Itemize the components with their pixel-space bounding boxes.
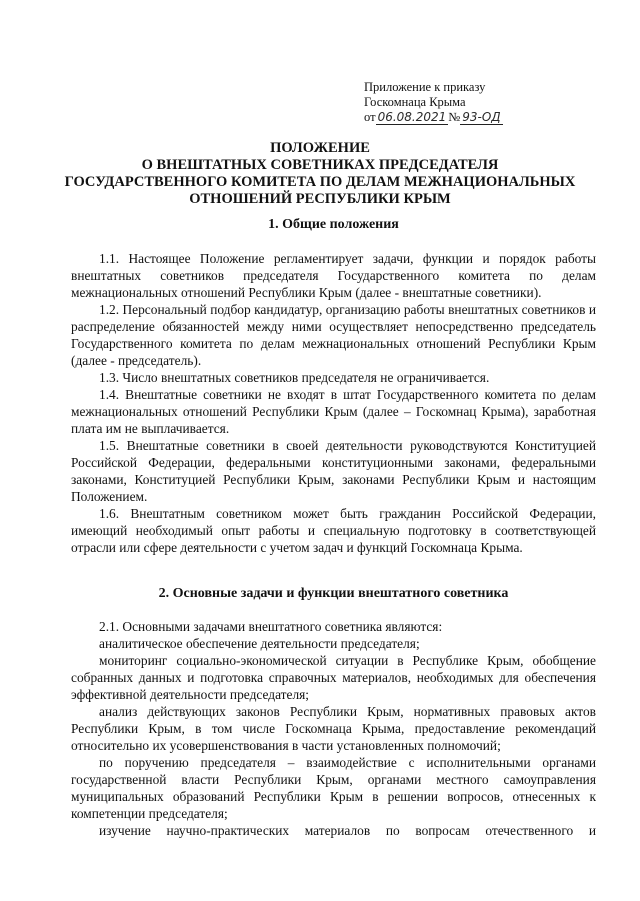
appendix-header	[364, 80, 604, 125]
paragraph-1-2: 1.2. Персональный подбор кандидатур, организацию работы внештатных советников и распределение обязанностей между ними осуществляет непосредственно председатель Государственного комитета по делам межнациональных отношений Республики Крым (далее - председатель).	[71, 302, 596, 368]
appendix-line-3	[364, 110, 604, 125]
appendix-line-2: Госкомнаца Крыма	[364, 95, 466, 109]
paragraph-2-1: 2.1. Основными задачами внештатного советника являются:	[99, 619, 443, 634]
handwritten-date: 06.08.2021	[377, 110, 447, 124]
number-sign: №	[448, 110, 461, 124]
list-item-law-analysis: анализ действующих законов Республики Крым, нормативных правовых актов Республики Крым, в том числе Госкомнаца Крыма, предоставление рекомендаций относительно их усовершенствования в части установленных полномочий;	[71, 704, 596, 753]
title-line-1: ПОЛОЖЕНИЕ	[270, 140, 370, 156]
section-2-body	[71, 618, 596, 839]
paragraph-1-6: 1.6. Внештатным советником может быть гражданин Российской Федерации, имеющий необходимый опыт работы и специальную подготовку в соответствующей отрасли или сфере деятельности с учетом задач и функций Госкомнаца Крыма.	[71, 506, 596, 555]
title-line-4: ОТНОШЕНИЙ РЕСПУБЛИКИ КРЫМ	[189, 191, 451, 207]
title-line-2: О ВНЕШТАТНЫХ СОВЕТНИКАХ ПРЕДСЕДАТЕЛЯ	[141, 157, 499, 173]
section-1-heading: 1. Общие положения	[268, 217, 399, 232]
appendix-date-prefix: от	[364, 110, 376, 124]
list-item-interaction: по поручению председателя – взаимодействие с исполнительными органами государственной власти Республики Крым, органами местного самоуправления муниципальных образований Республики Крым в решении вопросов, отнесенных к компетенции председателя;	[71, 755, 596, 821]
list-item-research: изучение научно-практических материалов по вопросам отечественного и	[99, 823, 596, 838]
appendix-line-1: Приложение к приказу	[364, 80, 486, 94]
paragraph-1-3: 1.3. Число внештатных советников председателя не ограничивается.	[99, 370, 490, 385]
paragraph-1-5: 1.5. Внештатные советники в своей деятельности руководствуются Конституцией Российской Федерации, федеральными конституционными законами, федеральными законами, Конституцией Республики Крым, законами Республики Крым и настоящим Положением.	[71, 438, 596, 504]
title-line-3: ГОСУДАРСТВЕННОГО КОМИТЕТА ПО ДЕЛАМ МЕЖНАЦИОНАЛЬНЫХ	[64, 174, 576, 190]
paragraph-1-4: 1.4. Внештатные советники не входят в штат Государственного комитета по делам межнациональных отношений Республики Крым (далее – Госкомнац Крыма), заработная плата им не выплачивается.	[71, 387, 596, 436]
list-item-analytics: аналитическое обеспечение деятельности председателя;	[99, 636, 420, 651]
list-item-monitoring: мониторинг социально-экономической ситуации в Республике Крым, обобщение собранных данных и подготовка справочных материалов, необходимых для обеспечения эффективной деятельности председателя;	[71, 653, 596, 702]
section-1-body	[71, 250, 596, 556]
handwritten-order-number: 93-ОД	[462, 110, 501, 124]
document-title	[60, 140, 580, 208]
section-2-heading: 2. Основные задачи и функции внештатного советника	[158, 586, 509, 601]
paragraph-1-1: 1.1. Настоящее Положение регламентирует задачи, функции и порядок работы внештатных советников председателя Государственного комитета по делам межнациональных отношений Республики Крым (далее - внештатные советники).	[71, 251, 596, 300]
